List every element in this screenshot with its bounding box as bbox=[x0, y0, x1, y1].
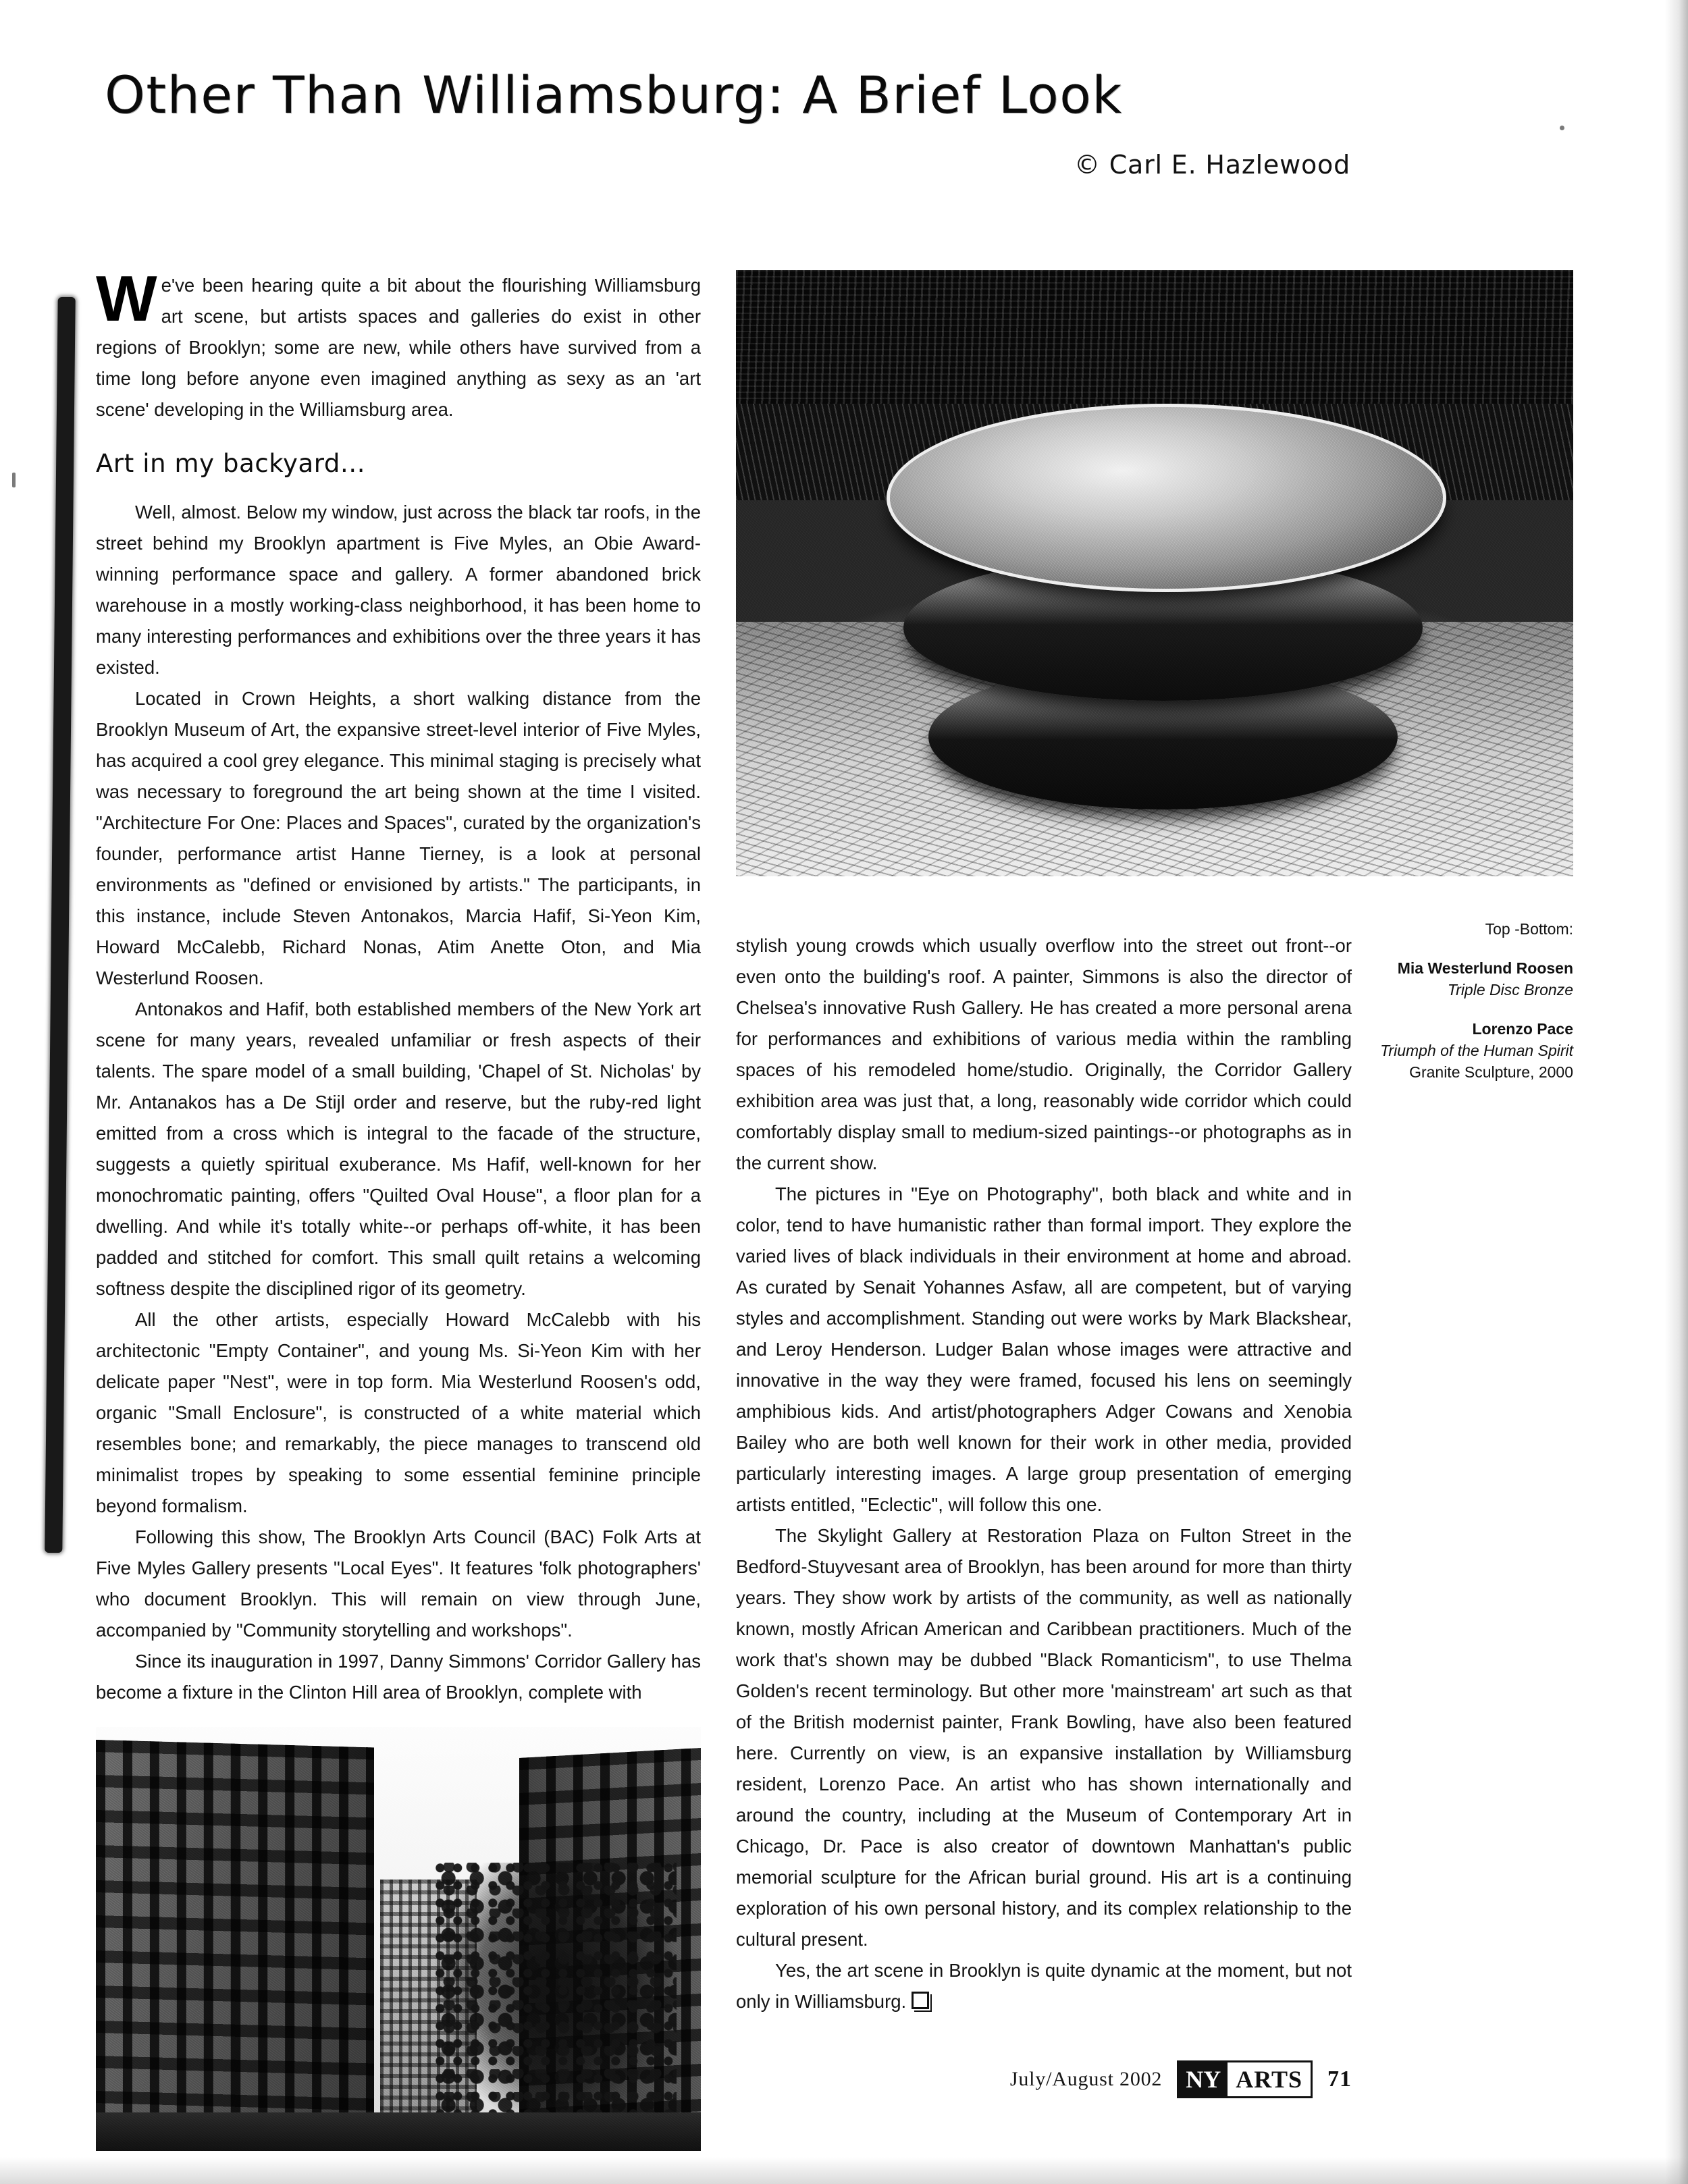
caption-lead: Top -Bottom: bbox=[1485, 920, 1573, 938]
lede-text: e've been hearing quite a bit about the flourishing Williamsburg art scene, but artists spaces and galleries do exist in other regions of Brooklyn; some are new, while others have survived from a time long before anyone even imagined anything as sexy as an 'art scene' developing in the Williamsburg area. bbox=[96, 275, 701, 420]
article-body-right-column bbox=[736, 930, 1352, 2017]
lede-paragraph bbox=[96, 263, 701, 425]
caption-medium: Granite Sculpture, 2000 bbox=[1409, 1063, 1573, 1081]
paragraph: Well, almost. Below my window, just across the black tar roofs, in the street behind my Brooklyn apartment is Five Myles, an Obie Award-winning performance space and gallery. A former abandoned brick warehouse in a mostly working-class neighborhood, it has been home to many interesting performances and exhibitions over the three years it has existed. bbox=[96, 502, 701, 678]
logo-ny-text: NY bbox=[1179, 2062, 1228, 2096]
photo-halftone-grain bbox=[96, 1727, 701, 2151]
paragraph: Located in Crown Heights, a short walking distance from the Brooklyn Museum of Art, the expansive street-level interior of Five Myles, has acquired a cool grey elegance. This minimal staging is precisely what was necessary to foreground the art being shown at the time I visited. "Architecture For One: Places and Spaces", curated by the organization's founder, performance artist Hanne Tierney, is a look at personal environments as "defined or envisioned by artists." The participants, in this instance, include Steven Antonakos, Marcia Hafif, Si-Yeon Kim, Howard McCalebb, Richard Nonas, Atim Anette Oton, and Mia Westerlund Roosen. bbox=[96, 688, 701, 988]
scan-speck bbox=[1560, 126, 1564, 130]
drop-cap: W bbox=[96, 263, 157, 335]
page-number: 71 bbox=[1327, 2067, 1352, 2092]
paragraph: Antonakos and Hafif, both established members of the New York art scene for many years, revealed unfamiliar or fresh aspects of their talents. The spare model of a small building, 'Chapel of St. Nicholas' by Mr. Antanakos has a De Stijl order and reserve, but the ruby-red light emitted from a cross which is integral to the facade of the structure, suggests a quietly spiritual exuberance. Ms Hafif, well-known for her monochromatic painting, offers "Quilted Oval House", a floor plan for a dwelling. And while it's totally white--or perhaps off-white, it has been padded and stitched for comfort. This small quilt retains a welcoming softness despite the disciplined rigor of its geometry. bbox=[96, 998, 701, 1299]
page-footer bbox=[736, 2060, 1352, 2098]
scan-edge-bottom bbox=[0, 2157, 1688, 2184]
byline: © Carl E. Hazlewood bbox=[1074, 150, 1350, 180]
article-body-left-column bbox=[96, 263, 701, 1708]
caption-work-title: Triple Disc Bronze bbox=[1447, 981, 1573, 998]
ny-arts-logo bbox=[1177, 2060, 1313, 2098]
paragraph: stylish young crowds which usually overflow into the street out front--or even onto the building's roof. A painter, Simmons is also the director of Chelsea's innovative Rush Gallery. He has created a more personal arena for performances and exhibitions of various media within the rambling spaces of his remodeled home/studio. Originally, the Corridor Gallery exhibition area was just that, a long, reasonably wide corridor which could comfortably display small to medium-sized paintings--or photographs as in the current show. bbox=[736, 935, 1352, 1173]
scan-speck bbox=[12, 473, 16, 487]
section-heading: Art in my backyard... bbox=[96, 449, 366, 478]
scan-binding-shadow bbox=[45, 297, 75, 1553]
paragraph: Since its inauguration in 1997, Danny Simmons' Corridor Gallery has become a fixture in the Clinton Hill area of Brooklyn, complete with bbox=[96, 1651, 701, 1703]
closing-paragraph bbox=[736, 1955, 1352, 2017]
page-title: Other Than Williamsburg: A Brief Look bbox=[105, 65, 1123, 125]
paragraph: The pictures in "Eye on Photography", both black and white and in color, tend to have humanistic rather than formal import. They explore the varied lives of black individuals in their environment at home and abroad. As curated by Senait Yohannes Asfaw, all are competent, but of varying styles and accomplishment. Standing out were works by Mark Blackshear, and Leroy Henderson. Ludger Balan whose images were attractive and innovative in the way they were framed, focused his lens on seemingly amphibious kids. And artist/photographers Adger Cowans and Xenobia Bailey who are both well known for their work in other media, provided particularly interesting images. A large group presentation of emerging artists entitled, "Eclectic", will follow this one. bbox=[736, 1183, 1352, 1515]
paragraph: All the other artists, especially Howard McCalebb with his architectonic "Empty Container", and young Ms. Si-Yeon Kim with her delicate paper "Nest", were in top form. Mia Westerlund Roosen's odd, organic "Small Enclosure", is constructed of a white material which resembles bone; and remarkably, the piece manages to transcend old minimalist tropes by speaking to some essential feminine principle beyond formalism. bbox=[96, 1309, 701, 1516]
caption-artist: Mia Westerlund Roosen bbox=[1397, 959, 1573, 977]
paragraph: Following this show, The Brooklyn Arts Council (BAC) Folk Arts at Five Myles Gallery presents "Local Eyes". It features 'folk photographers' who document Brooklyn. This will remain on view through June, accompanied by "Community storytelling and workshops". bbox=[96, 1526, 701, 1641]
end-mark-icon bbox=[912, 1992, 929, 2009]
sculpture-disc-top bbox=[887, 404, 1446, 592]
logo-arts-text: ARTS bbox=[1228, 2062, 1311, 2096]
figure-captions bbox=[1364, 918, 1573, 1100]
issue-date: July/August 2002 bbox=[1009, 2068, 1163, 2090]
caption-entry bbox=[1364, 1018, 1573, 1083]
figure-triple-disc-bronze bbox=[736, 270, 1573, 876]
caption-work-title: Triumph of the Human Spirit bbox=[1380, 1042, 1573, 1059]
scan-edge-right bbox=[1665, 0, 1688, 2184]
paragraph: The Skylight Gallery at Restoration Plaza on Fulton Street in the Bedford-Stuyvesant area of Brooklyn, has been around for more than thirty years. They show work by artists of the community, as well as nationally known, mostly African American and Caribbean practitioners. Much of the work that's shown may be dubbed "Black Romanticism", to use Thelma Golden's recent terminology. But other more 'mainstream' art such as that of the British modernist painter, Frank Bowling, have also been featured here. Currently on view, is an expansive installation by Williamsburg resident, Lorenzo Pace. An artist who has shown internationally and around the country, including at the Museum of Contemporary Art in Chicago, Dr. Pace is also creator of downtown Manhattan's public memorial sculpture for the African burial ground. His art is a continuing exploration of his own personal history, and its complex relationship to the cultural present. bbox=[736, 1525, 1352, 1950]
figure-brooklyn-street bbox=[96, 1727, 701, 2151]
caption-entry bbox=[1364, 957, 1573, 1001]
caption-artist: Lorenzo Pace bbox=[1472, 1020, 1573, 1038]
closing-text: Yes, the art scene in Brooklyn is quite dynamic at the moment, but not only in Williamsburg. bbox=[736, 1960, 1352, 2012]
